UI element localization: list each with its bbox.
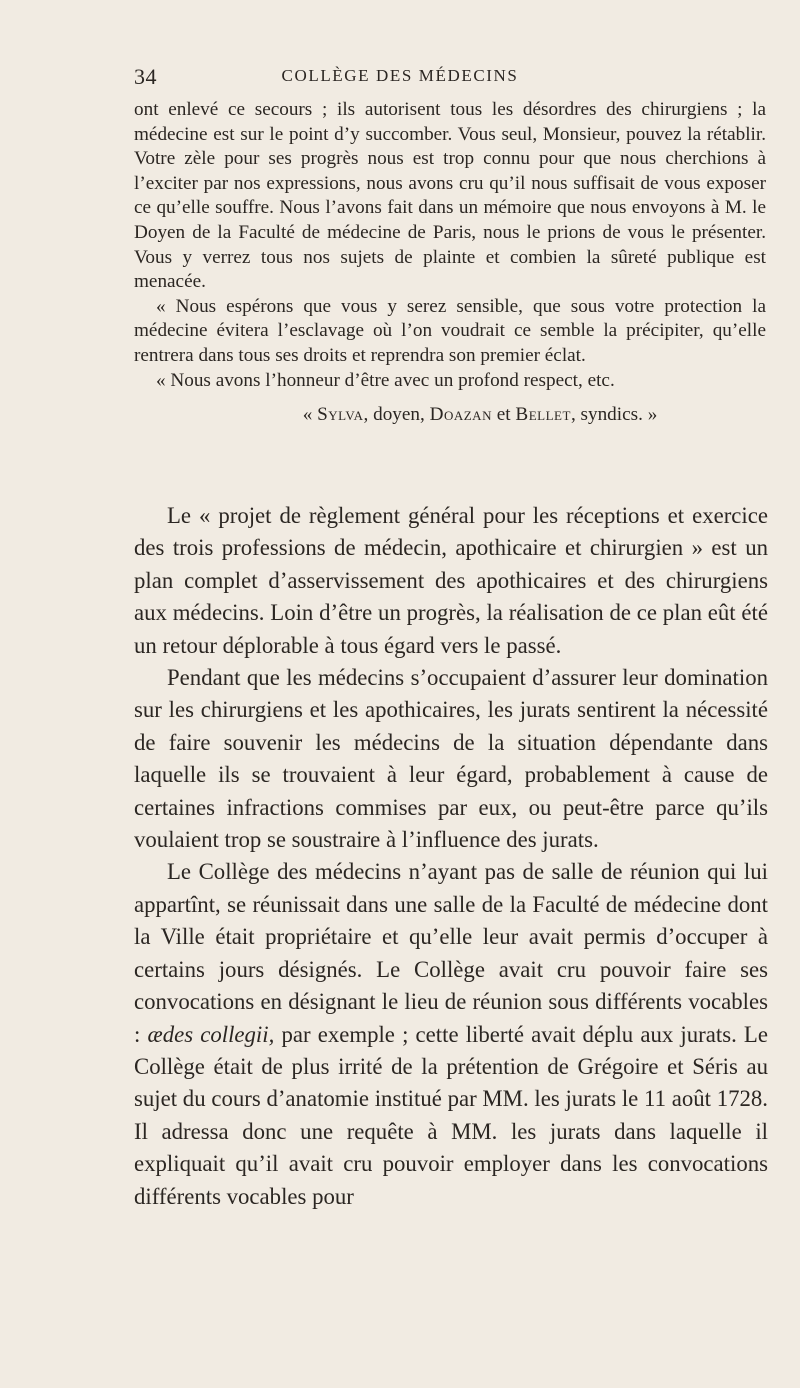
letter-paragraph: « Nous espérons que vous y serez sensible, que sous votre protection la médecine évitera l’esclavage où l’on voudrait ce semble la précipiter, qu’elle rentrera dans tous ses droits et reprendra son premier éclat. — [134, 295, 766, 366]
quoted-letter — [134, 98, 766, 428]
signatory-name: Doazan — [429, 404, 492, 426]
body-paragraph: Pendant que les médecins s’occupaient d’assurer leur domination sur les chirurgiens et les apothicaires, les jurats sentirent la nécessité de faire souvenir les médecins de la situation dépendante dans laquelle ils se trouvaient à leur égard, probablement à cause de certaines infractions commises par eux, ou peut-être parce qu’ils voulaient trop se soustraire à l’influence des jurats. — [134, 665, 768, 853]
running-head: COLLÈGE DES MÉDECINS — [281, 66, 519, 85]
signatory-name: Bellet — [515, 404, 571, 426]
page-number: 34 — [134, 64, 157, 89]
letter-paragraph: ont enlevé ce secours ; ils autorisent tous les désordres des chirurgiens ; la médecine est sur le point d’y succomber. Vous seul, Monsieur, pouvez la rétablir. Votre zèle pour ses progrès nous est trop connu pour que nous cherchions à l’exciter par nos expressions, nous avons cru qu’il nous suffisait de vous exposer ce qu’elle souffre. Nous l’avons fait dans un mémoire que nous envoyons à M. le Doyen de la Faculté de médecine de Paris, nous le prions de vous le présenter. Vous y verrez tous nos sujets de plainte et combien la sûreté publique est menacée. — [134, 99, 766, 293]
letter-paragraph: « Nous avons l’honneur d’être avec un profond respect, etc. — [156, 369, 615, 391]
body-paragraph: Le « projet de règlement général pour les réceptions et exercice des trois professions de médecin, apothicaire et chirurgien » est un plan complet d’asservissement des apothicaires et des chirurgiens aux médecins. Loin d’être un progrès, la réalisation de ce plan eût été un retour déplorable à tous égard vers le passé. — [134, 503, 768, 658]
body-paragraph: Le Collège des médecins n’ayant pas de salle de réunion qui lui appartînt, se réunissait dans une salle de la Faculté de médecine dont la Ville était propriétaire et qu’elle leur avait permis d’occuper à certains jours désignés. Le Collège avait cru pouvoir faire ses convocations en désignant le lieu de réunion sous différents vocables : ædes collegii, par exemple ; cette liberté avait déplu aux jurats. Le Collège était de plus irrité de la prétention de Grégoire et Séris au sujet du cours d’anatomie institué par MM. les jurats le 11 août 1728. Il adressa donc une requête à MM. les jurats dans laquelle il expliquait qu’il avait cru pouvoir employer dans les convocations différents vocables pour — [134, 859, 768, 1209]
signatory-name: Sylva — [317, 404, 364, 426]
main-text — [134, 500, 768, 1213]
latin-term: ædes collegii, — [147, 1021, 275, 1047]
page-header — [0, 64, 800, 94]
letter-signature: « Sylva, doyen, Doazan et Bellet, syndics. » — [302, 404, 658, 426]
